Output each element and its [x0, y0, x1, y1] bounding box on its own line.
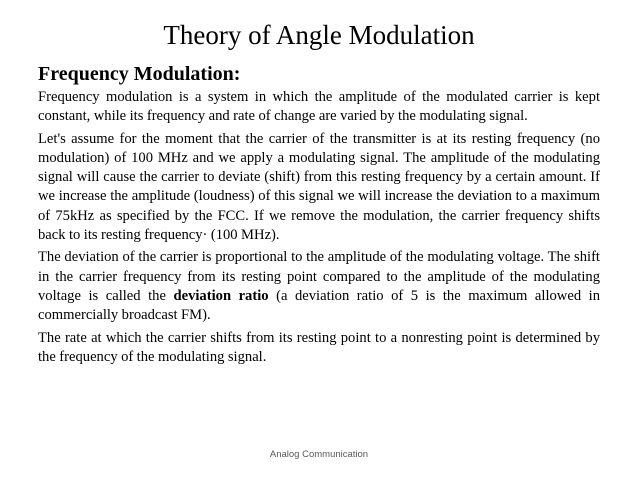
- paragraph-definition: Frequency modulation is a system in which the amplitude of the modulated carrier is kept constant, while its frequency and rate of change are varied by the modulating signal.: [38, 89, 600, 125]
- slide-title: Theory of Angle Modulation: [163, 20, 475, 50]
- paragraph-deviation-text-end: (a deviation ratio of 5 is the maximum allowed in commercially broadcast FM).: [38, 287, 600, 324]
- slide-body: [38, 88, 600, 370]
- slide-footer: Analog Communication: [269, 449, 369, 460]
- paragraph-resting-frequency: Let's assume for the moment that the carrier of the transmitter is at its resting frequency (no modulation) of 100 MHz and we apply a modulating signal. The amplitude of the modulating signal will cause the carrier to deviate (shift) from this resting frequency by a certain amount. If we increase the amplitude (loudness) of this signal we will increase the deviation to a maximum of 75kHz as specified by the FCC. If we remove the modulation, the carrier frequency shifts back to its resting frequency· (100 MHz).: [38, 130, 600, 244]
- deviation-ratio-term: deviation ratio: [173, 287, 269, 304]
- paragraph-deviation-text-start: The deviation of the carrier is proportional to the amplitude of the modulating voltage. The shift in the carrier frequency from its resting point compared to the amplitude of the modulating voltage is called the: [38, 249, 600, 304]
- section-heading: Frequency Modulation:: [38, 63, 241, 85]
- paragraph-rate: The rate at which the carrier shifts from its resting point to a nonresting point is determined by the frequency of the modulating signal.: [38, 329, 600, 365]
- paragraph-deviation-ratio: [38, 248, 600, 325]
